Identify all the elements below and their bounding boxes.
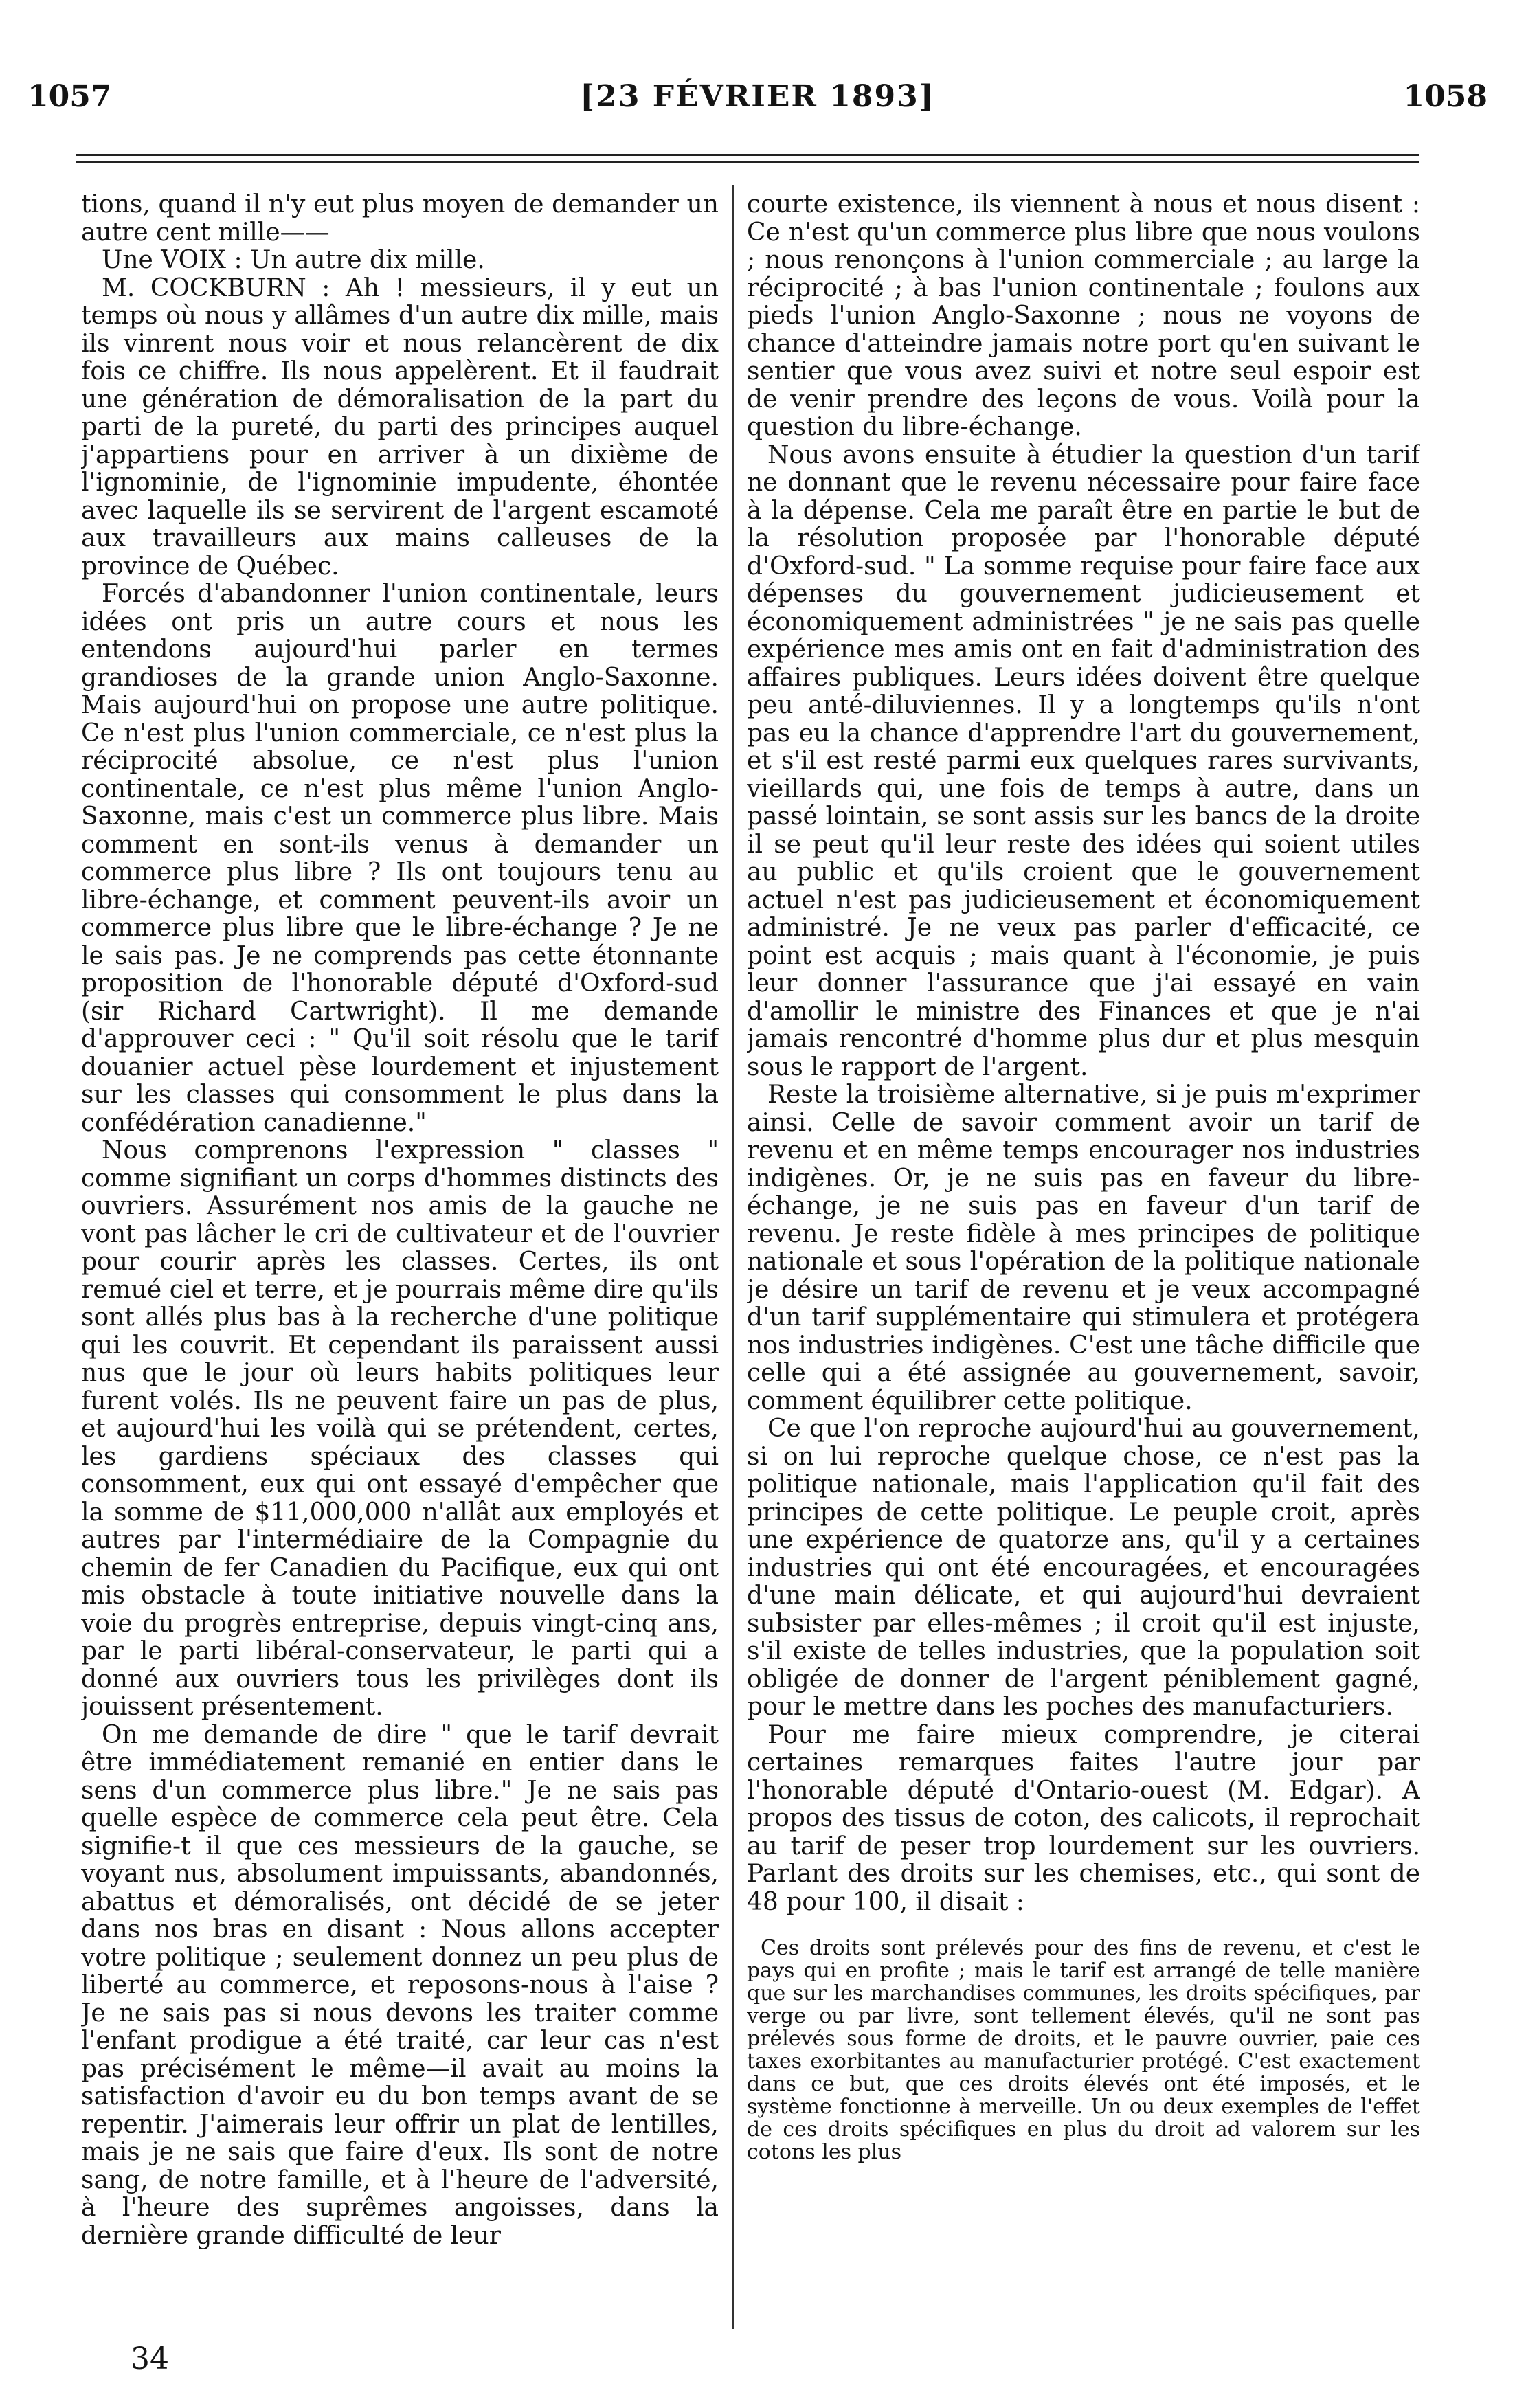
page-number-right: 1058 — [1403, 79, 1488, 114]
header-rule — [76, 154, 1419, 156]
paragraph: courte existence, ils viennent à nous et nous disent : Ce n'est qu'un commerce plus libre que nous voulons ; nous renonçons à l'union commerciale ; au large la réciprocité ; à bas l'union continentale ; foulons aux pieds l'union Anglo-Saxonne ; nous ne voyons de chance d'atteindre jamais notre port qu'en suivant le sentier que vous avez suivi et notre seul espoir est de venir prendre des leçons de vous. Voilà pour la question du libre-échange. — [747, 191, 1420, 441]
paragraph: Une VOIX : Un autre dix mille. — [102, 246, 485, 274]
left-column — [81, 191, 719, 2334]
paragraph: Forcés d'abandonner l'union continentale, leurs idées ont pris un autre cours et nous les entendons aujourd'hui parler en termes grandioses de la grande union Anglo-Saxonne. Mais aujourd'hui on propose une autre politique. Ce n'est plus l'union commerciale, ce n'est plus la réciprocité absolue, ce n'est plus l'union continentale, ce n'est plus même l'union Anglo-Saxonne, mais c'est un commerce plus libre. Mais comment en sont-ils venus à demander un commerce plus libre ? Ils ont toujours tenu au libre-échange, et comment peuvent-ils avoir un commerce plus libre que le libre-échange ? Je ne le sais pas. Je ne comprends pas cette étonnante proposition de l'honorable député d'Oxford-sud (sir Richard Cartwright). Il me demande d'approuver ceci : " Qu'il soit résolu que le tarif douanier actuel pèse lourdement et injustement sur les classes qui consomment le plus dans la confédération canadienne." — [81, 580, 719, 1137]
paragraph: Reste la troisième alternative, si je puis m'exprimer ainsi. Celle de savoir comment avoir un tarif de revenu et en même temps encourager nos industries indigènes. Or, je ne suis pas en faveur du libre-échange, je ne suis pas en faveur d'un tarif de revenu. Je reste fidèle à mes principes de politique nationale et sous l'opération de la politique nationale je désire un tarif de revenu et je veux accompagné d'un tarif supplémentaire qui stimulera et protégera nos industries indigènes. C'est une tâche difficile que celle qui a été assignée au gouvernement, savoir, comment équilibrer cette politique. — [747, 1081, 1420, 1415]
paragraph: Nous avons ensuite à étudier la question d'un tarif ne donnant que le revenu nécessaire pour faire face à la dépense. Cela me paraît être en partie le but de la résolution proposée par l'honorable député d'Oxford-sud. " La somme requise pour faire face aux dépenses du gouvernement judicieusement et économiquement administrées " je ne sais pas quelle expérience mes amis ont en fait d'administration des affaires publiques. Leurs idées doivent être quelque peu anté-diluviennes. Il y a longtemps qu'ils n'ont pas eu la chance d'apprendre l'art du gouvernement, et s'il est resté parmi eux quelques rares survivants, vieillards qui, une fois de temps à autre, dans un passé lointain, se sont assis sur les bancs de la droite il se peut qu'il leur reste des idées qui soient utiles au public et qu'ils croient que le gouvernement actuel n'est pas judicieusement et économiquement administré. Je ne veux pas parler d'efficacité, ce point est acquis ; mais quant à l'économie, je puis leur donner l'assurance que j'ai essayé en vain d'amollir le ministre des Finances et que je n'ai jamais rencontré d'homme plus dur et plus mesquin sous le rapport de l'argent. — [747, 440, 1420, 1081]
page-header — [0, 79, 1515, 127]
page-number-left: 1057 — [27, 79, 112, 114]
header-date: [23 FÉVRIER 1893] — [580, 79, 935, 114]
paragraph: M. COCKBURN : Ah ! messieurs, il y eut un temps où nous y allâmes d'un autre dix mille, mais ils vinrent nous voir et nous relancèrent de dix fois ce chiffre. Ils nous appelèrent. Et il faudrait une génération de démoralisation de la part du parti de la pureté, du parti des principes auquel j'appartiens pour en arriver à un dixième de l'ignominie, de l'ignominie impudente, éhontée avec laquelle ils se servirent de l'argent escamoté aux travailleurs aux mains calleuses de la province de Québec. — [81, 273, 719, 581]
quoted-passage: Ces droits sont prélevés pour des fins de revenu, et c'est le pays qui en profite ; mais le tarif est arrangé de telle manière que sur les marchandises communes, les droits spécifiques, par verge ou par livre, sont tellement élevés, qu'il ne sont pas prélevés sous forme de droits, et le pauvre ouvrier, paie ces taxes exorbitantes au manufacturier protégé. C'est exactement dans ce but, que ces droits élevés ont été imposés, et le système fonctionne à merveille. Un ou deux exemples de l'effet de ces droits spécifiques en plus du droit ad valorem sur les cotons les plus — [747, 1936, 1420, 2164]
paragraph: Nous comprenons l'expression " classes " comme signifiant un corps d'hommes distincts des ouvriers. Assurément nos amis de la gauche ne vont pas lâcher le cri de cultivateur et de l'ouvrier pour courir après les classes. Certes, ils ont remué ciel et terre, et je pourrais même dire qu'ils sont allés plus bas à la recherche d'une politique qui les couvrit. Et cependant ils paraissent aussi nus que le jour où leurs habits politiques leur furent volés. Ils ne peuvent faire un pas de plus, et aujourd'hui les voilà qui se prétendent, certes, les gardiens spéciaux des classes qui consomment, eux qui ont essayé d'empêcher que la somme de $11,000,000 n'allât aux employés et autres par l'intermédiaire de la Compagnie du chemin de fer Canadien du Pacifique, eux qui ont mis obstacle à toute initiative nouvelle dans la voie du progrès entreprise, depuis vingt-cinq ans, par le parti libéral-conservateur, le parti qui a donné aux ouvriers tous les privilèges dont ils jouissent présentement. — [81, 1136, 719, 1721]
column-divider — [732, 185, 734, 2329]
signature-mark: 34 — [131, 2341, 169, 2376]
right-column — [747, 191, 1420, 2334]
paragraph: Pour me faire mieux comprendre, je citerai certaines remarques faites l'autre jour par l'honorable député d'Ontario-ouest (M. Edgar). A propos des tissus de coton, des calicots, il reprochait au tarif de peser trop lourdement sur les ouvriers. Parlant des droits sur les chemises, etc., qui sont de 48 pour 100, il disait : — [747, 1720, 1420, 1916]
paragraph: On me demande de dire " que le tarif devrait être immédiatement remanié en entier dans le sens d'un commerce plus libre." Je ne sais pas quelle espèce de commerce cela peut être. Cela signifie-t il que ces messieurs de la gauche, se voyant nus, absolument impuissants, abandonnés, abattus et démoralisés, ont décidé de se jeter dans nos bras en disant : Nous allons accepter votre politique ; seulement donnez un peu plus de liberté au commerce, et reposons-nous à l'aise ? Je ne sais pas si nous devons les traiter comme l'enfant prodigue a été traité, car leur cas n'est pas précisément le même—il avait au moins la satisfaction d'avoir eu du bon temps avant de se repentir. J'aimerais leur offrir un plat de lentilles, mais je ne sais que faire d'eux. Ils sont de notre sang, de notre famille, et à l'heure de l'adversité, à l'heure des suprêmes angoisses, dans la dernière grande difficulté de leur — [81, 1720, 719, 2250]
paragraph: tions, quand il n'y eut plus moyen de demander un autre cent mille—— — [81, 191, 719, 247]
paragraph: Ce que l'on reproche aujourd'hui au gouvernement, si on lui reproche quelque chose, ce n'est pas la politique nationale, mais l'application qu'il fait des principes de cette politique. Le peuple croit, après une expérience de quatorze ans, qu'il y a certaines industries qui ont été encouragées, et encouragées d'une main délicate, et qui aujourd'hui devraient subsister par elles-mêmes ; il croit qu'il est injuste, s'il existe de telles industries, que la population soit obligée de donner de l'argent péniblement gagné, pour le mettre dans les poches des manufacturiers. — [747, 1415, 1420, 1721]
header-rule-thin — [76, 161, 1419, 163]
